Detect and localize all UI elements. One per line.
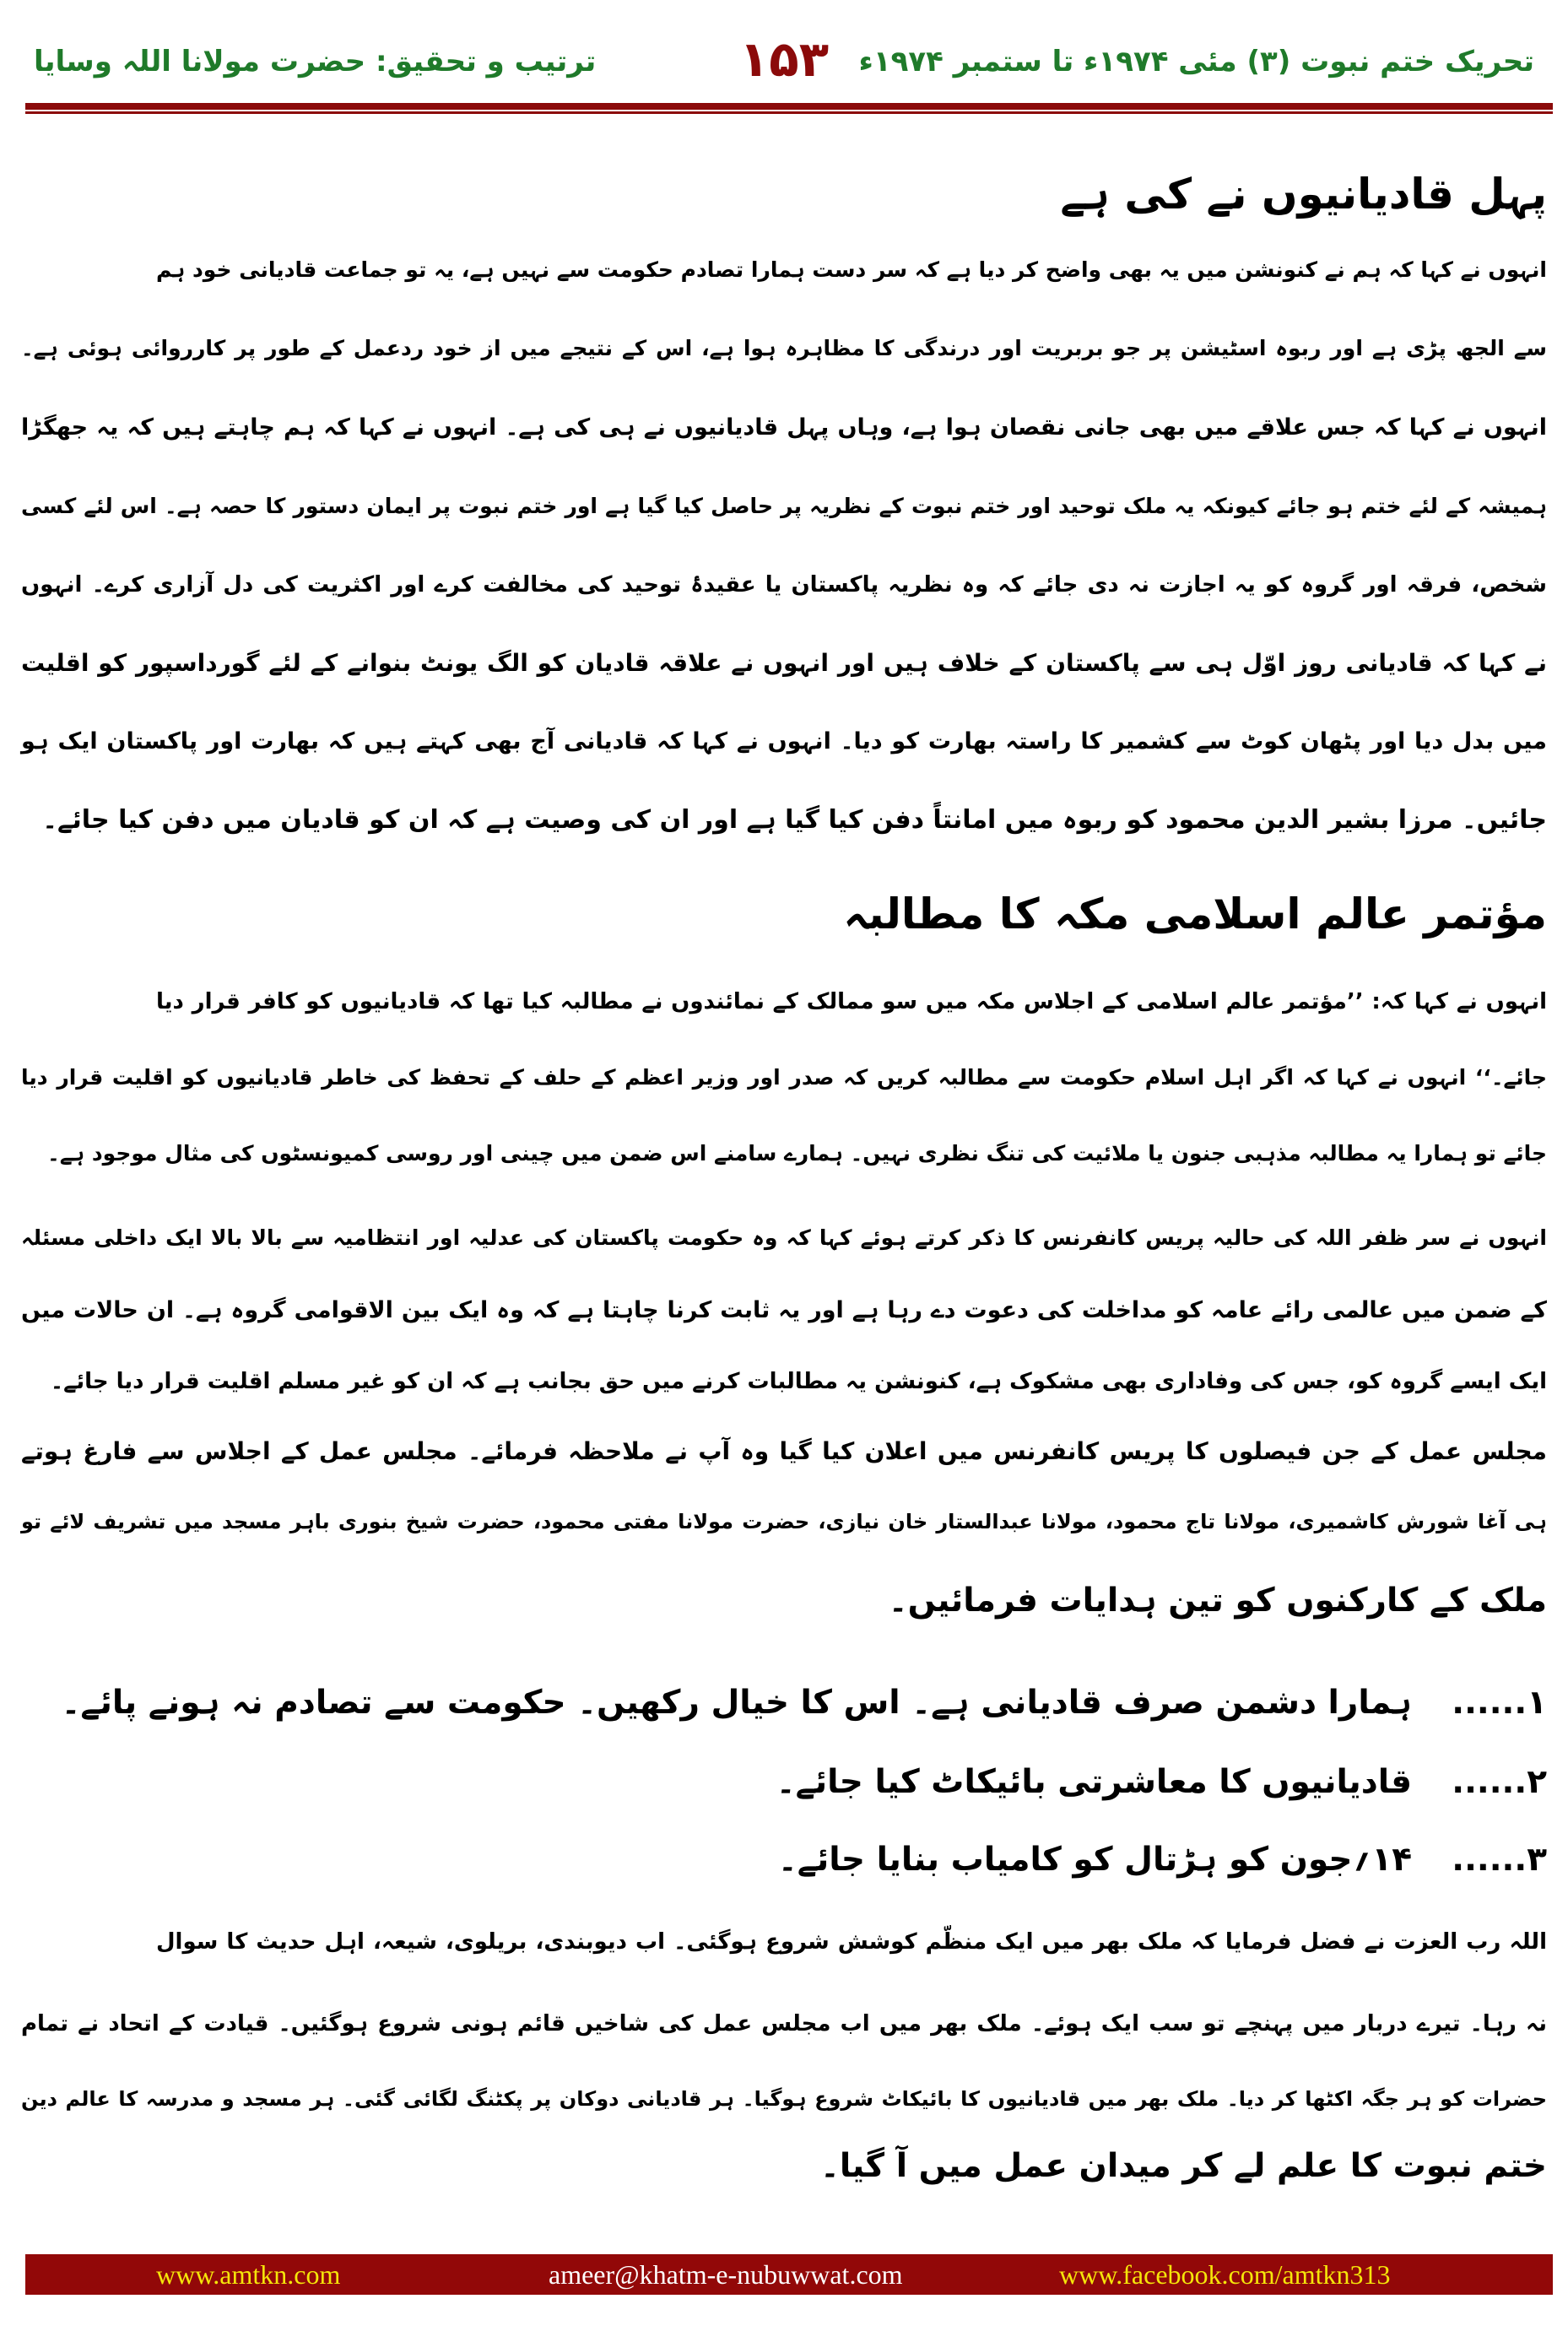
email-link[interactable]: ameer@khatm-e-nubuwwat.com (549, 2259, 903, 2290)
paragraph-line: جائے۔‘‘ انہوں نے کہا کہ اگر اہل اسلام حکومت سے مطالبہ کریں کہ صدر اور وزیر اعظم کے حلف کے تحفظ کی خاطر قادیانیوں کو اقلیت قرار دیا (21, 1065, 1547, 1090)
paragraph-line: شخص، فرقہ اور گروہ کو یہ اجازت نہ دی جائے کہ وہ نظریہ پاکستان یا عقیدۂ توحید کی مخالفت کرے اور اکثریت کی دل آزاری کرے۔ انہوں (21, 572, 1547, 598)
paragraph-line: ملک کے کارکنوں کو تین ہدایات فرمائیں۔ (888, 1582, 1547, 1620)
paragraph-line: انہوں نے کہا کہ ہم نے کنونشن میں یہ بھی واضح کر دیا ہے کہ سر دست ہمارا تصادم حکومت سے نہیں ہے، یہ تو جماعت قادیانی خود ہم (156, 257, 1547, 282)
paragraph-line: ہی آغا شورش کاشمیری، مولانا تاج محمود، مولانا عبدالستار خان نیازی، حضرت مولانا مفتی محمود، حضرت شیخ بنوری باہر مسجد میں تشریف لائے تو (21, 1510, 1547, 1533)
paragraph-line: میں بدل دیا اور پٹھان کوٹ سے کشمیر کا راستہ بھارت کو دیا۔ انہوں نے کہا کہ قادیانی آج بھی کہتے ہیں کہ بھارت اور پاکستان ایک ہو (21, 728, 1547, 755)
section-heading: مؤتمر عالم اسلامی مکہ کا مطالبہ (843, 890, 1547, 938)
list-item: ۱۴؍جون کو ہڑتال کو کامیاب بنایا جائے۔ (777, 1841, 1412, 1879)
paragraph-line: جائے تو ہمارا یہ مطالبہ مذہبی جنون یا ملائیت کی تنگ نظری نہیں۔ ہمارے سامنے اس ضمن میں چینی اور روسی کمیونسٹوں کی مثال موجود ہے۔ (47, 1141, 1547, 1166)
paragraph-line: سے الجھ پڑی ہے اور ربوہ اسٹیشن پر جو بربریت اور درندگی کا مظاہرہ ہوا ہے، اس کے نتیجے میں از خود ردعمل کے طور پر کارروائی ہوئی ہے۔ (21, 336, 1547, 360)
header-divider-thick (25, 103, 1553, 110)
paragraph-line: ختم نبوت کا علم لے کر میدان عمل میں آ گیا۔ (820, 2147, 1547, 2185)
paragraph-line: اللہ رب العزت نے فضل فرمایا کہ ملک بھر میں ایک منظّم کوشش شروع ہوگئی۔ اب دیوبندی، بریلوی، شیعہ، اہل حدیث کا سوال (156, 1929, 1547, 1955)
book-title: تحریک ختم نبوت (۳) مئی ۱۹۷۴ء تا ستمبر ۱۹۷۴ء (858, 45, 1534, 78)
paragraph-line: کے ضمن میں عالمی رائے عامہ کو مداخلت کی دعوت دے رہا ہے اور یہ ثابت کرنا چاہتا ہے کہ وہ ایک بین الاقوامی گروہ ہے۔ ان حالات میں (21, 1297, 1547, 1323)
compiler-credit: ترتیب و تحقیق: حضرت مولانا اللہ وسایا (34, 45, 597, 78)
paragraph-line: انہوں نے کہا کہ جس علاقے میں بھی جانی نقصان ہوا ہے، وہاں پہل قادیانیوں نے ہی کی ہے۔ انہوں نے کہا کہ ہم چاہتے ہیں کہ یہ جھگڑا (21, 414, 1548, 441)
list-item-number: ۲...... (1452, 1763, 1547, 1801)
paragraph-line: حضرات کو ہر جگہ اکٹھا کر دیا۔ ملک بھر میں قادیانیوں کا بائیکاٹ شروع ہوگیا۔ ہر قادیانی دوکان پر پکٹنگ لگائی گئی۔ ہر مسجد و مدرسہ کا عالم دین (21, 2087, 1547, 2111)
list-item: ہمارا دشمن صرف قادیانی ہے۔ اس کا خیال رکھیں۔ حکومت سے تصادم نہ ہونے پائے۔ (61, 1684, 1412, 1722)
paragraph-line: ایک ایسے گروہ کو، جس کی وفاداری بھی مشکوک ہے، کنونشن یہ مطالبات کرنے میں حق بجانب ہے کہ ان کو غیر مسلم اقلیت قرار دیا جائے۔ (50, 1369, 1547, 1394)
header-divider-thin (25, 111, 1553, 114)
website-link[interactable]: www.amtkn.com (156, 2259, 341, 2290)
paragraph-line: مجلس عمل کے جن فیصلوں کا پریس کانفرنس میں اعلان کیا گیا وہ آپ نے ملاحظہ فرمائے۔ مجلس عمل کے اجلاس سے فارغ ہوتے (21, 1437, 1547, 1465)
paragraph-line: نے کہا کہ قادیانی روز اوّل ہی سے پاکستان کے خلاف ہیں اور انہوں نے علاقہ قادیان کو الگ یونٹ بنوانے کے لئے گورداسپور کو اقلیت (21, 649, 1547, 677)
facebook-link[interactable]: www.facebook.com/amtkn313 (1059, 2259, 1391, 2290)
paragraph-line: انہوں نے سر ظفر اللہ کی حالیہ پریس کانفرنس کا ذکر کرتے ہوئے کہا کہ وہ حکومت پاکستان کی عدلیہ اور انتظامیہ سے بالا بالا ایک داخلی مسئلہ (21, 1225, 1547, 1250)
list-item-number: ۱...... (1452, 1684, 1547, 1722)
page-footer (25, 2254, 1553, 2295)
paragraph-line: انہوں نے کہا کہ: ’’مؤتمر عالم اسلامی کے اجلاس مکہ میں سو ممالک کے نمائندوں نے مطالبہ کیا تھا کہ قادیانیوں کو کافر قرار دیا (156, 989, 1547, 1014)
list-item-number: ۳...... (1452, 1841, 1547, 1879)
section-heading: پہل قادیانیوں نے کی ہے (1060, 170, 1547, 219)
list-item: قادیانیوں کا معاشرتی بائیکاٹ کیا جائے۔ (776, 1763, 1412, 1801)
page-number: ۱۵۳ (738, 30, 830, 88)
paragraph-line: نہ رہا۔ تیرے دربار میں پہنچے تو سب ایک ہوئے۔ ملک بھر میں اب مجلس عمل کی شاخیں قائم ہونی شروع ہوگئیں۔ قیادت کے اتحاد نے تمام (21, 2011, 1547, 2036)
paragraph-line: ہمیشہ کے لئے ختم ہو جائے کیونکہ یہ ملک توحید اور ختم نبوت کے نظریہ پر حاصل کیا گیا ہے اور ختم نبوت پر ایمان دستور کا حصہ ہے۔ اس لئے کسی (21, 494, 1547, 518)
paragraph-line: جائیں۔ مرزا بشیر الدین محمود کو ربوہ میں امانتاً دفن کیا گیا ہے اور ان کی وصیت ہے کہ ان کو قادیان میں دفن کیا جائے۔ (42, 805, 1547, 835)
